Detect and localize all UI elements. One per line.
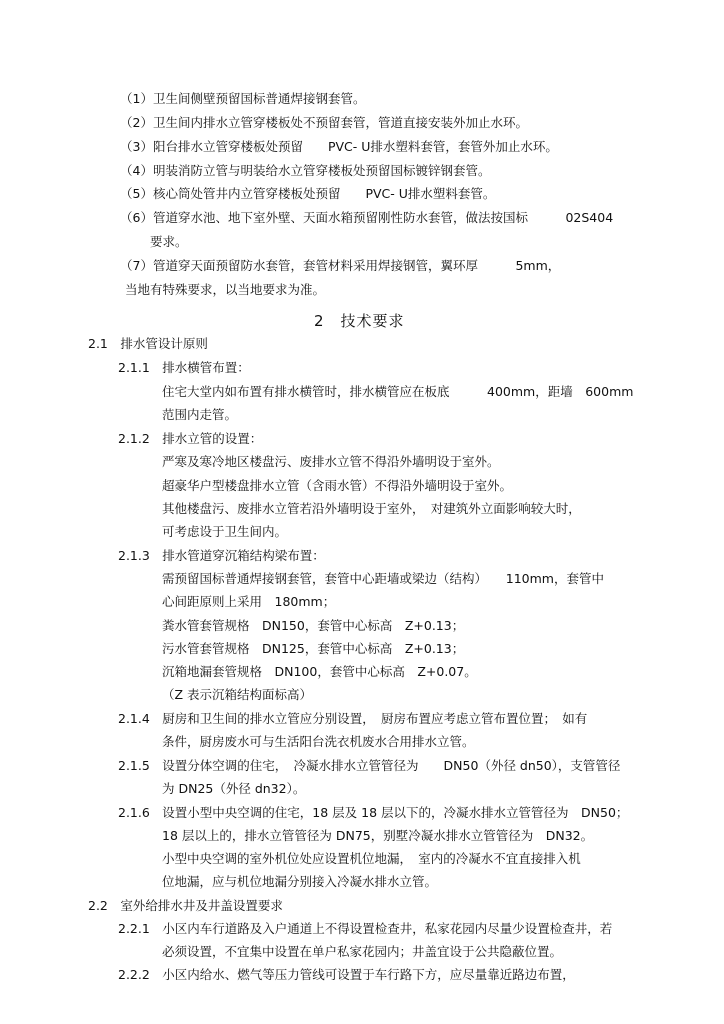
text-line: 条件，厨房废水可与生活阳台洗衣机废水合用排水立管。 (162, 734, 475, 749)
text-line: 小型中央空调的室外机位处应设置机位地漏， 室内的冷凝水不宜直接排入机 (162, 851, 581, 866)
clause-2-1-3: 2.1.3 排水管道穿沉箱结构梁布置： (118, 548, 325, 563)
item-5: （5）核心筒处管井内立管穿楼板处预留 PVC- U排水塑料套管。 (120, 186, 496, 201)
section-title: 2 技术要求 (314, 312, 405, 330)
subsection-2-2: 2.2 室外给排水井及井盖设置要求 (88, 898, 283, 913)
item-1: （1）卫生间侧壁预留国标普通焊接钢套管。 (120, 91, 366, 106)
item-4: （4）明装消防立管与明装给水立管穿楼板处预留国标镀锌钢套管。 (120, 163, 491, 178)
clause-2-1-2: 2.1.2 排水立管的设置： (118, 431, 263, 446)
text-line: 粪水管套管规格 DN150，套管中心标高 Z+0.13； (162, 618, 465, 633)
item-6-cont: 要求。 (150, 234, 188, 249)
subsection-2-1: 2.1 排水管设计原则 (88, 336, 208, 351)
text-line: 18 层以上的，排水立管管径为 DN75，别墅冷凝水排水立管管径为 DN32。 (162, 828, 594, 843)
text-line: 范围内走管。 (162, 407, 238, 422)
text-line: 位地漏，应与机位地漏分别接入冷凝水排水立管。 (162, 874, 438, 889)
clause-2-2-1: 2.2.1 小区内车行道路及入户通道上不得设置检查井，私家花园内尽量少设置检查井，若 (118, 921, 613, 936)
text-line: 住宅大堂内如布置有排水横管时，排水横管应在板底 400mm，距墙 600mm (162, 384, 634, 399)
text-line: 必须设置，不宜集中设置在单户私家花园内；井盖宜设于公共隐蔽位置。 (162, 944, 563, 959)
clause-2-1-1: 2.1.1 排水横管布置： (118, 360, 250, 375)
text-line: 沉箱地漏套管规格 DN100，套管中心标高 Z+0.07。 (162, 664, 477, 679)
text-line: （Z 表示沉箱结构面标高） (162, 687, 313, 702)
text-line: 为 DN25（外径 dn32）。 (162, 781, 306, 796)
item-3: （3）阳台排水立管穿楼板处预留 PVC- U排水塑料套管，套管外加止水环。 (120, 139, 558, 154)
text-line: 严寒及寒冷地区楼盘污、废排水立管不得沿外墙明设于室外。 (162, 454, 500, 469)
text-line: 心间距原则上采用 180mm； (162, 594, 336, 609)
clause-2-1-6: 2.1.6 设置小型中央空调的住宅，18 层及 18 层以下的，冷凝水排水立管管径为 DN50； (118, 805, 629, 820)
text-line: 超豪华户型楼盘排水立管（含雨水管）不得沿外墙明设于室外。 (162, 478, 513, 493)
text-line: 可考虑设于卫生间内。 (162, 524, 288, 539)
text-line: 污水管套管规格 DN125，套管中心标高 Z+0.13； (162, 641, 465, 656)
clause-2-1-5: 2.1.5 设置分体空调的住宅， 冷凝水排水立管管径为 DN50（外径 dn50），支管管径 (118, 758, 621, 773)
item-2: （2）卫生间内排水立管穿楼板处不预留套管，管道直接安装外加止水环。 (120, 115, 528, 130)
item-6: （6）管道穿水池、地下室外壁、天面水箱预留刚性防水套管，做法按国标 02S404 (120, 210, 614, 225)
clause-2-1-4: 2.1.4 厨房和卫生间的排水立管应分别设置， 厨房布置应考虑立管布置位置； 如有 (118, 711, 588, 726)
clause-2-2-2: 2.2.2 小区内给水、燃气等压力管线可设置于车行路下方，应尽量靠近路边布置， (118, 967, 575, 982)
item-7-cont: 当地有特殊要求，以当地要求为准。 (125, 282, 326, 297)
text-line: 需预留国标普通焊接钢套管，套管中心距墙或梁边（结构） 110mm，套管中 (162, 571, 604, 586)
text-line: 其他楼盘污、废排水立管若沿外墙明设于室外， 对建筑外立面影响较大时， (162, 501, 581, 516)
item-7: （7）管道穿天面预留防水套管，套管材料采用焊接钢管，翼环厚 5mm， (120, 258, 561, 273)
